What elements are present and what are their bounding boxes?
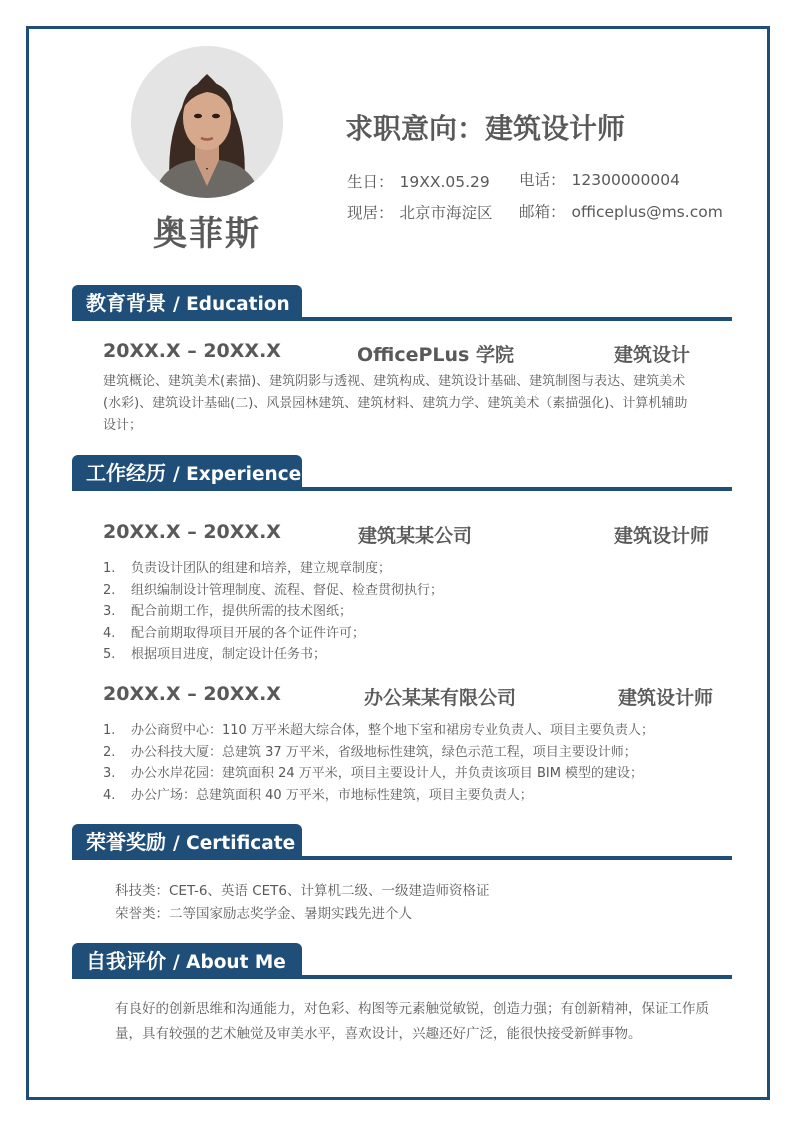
section-header-about [72, 943, 302, 979]
section-divider [300, 487, 732, 491]
birthday-field [347, 170, 490, 192]
certificate-honor: 荣誉类：二等国家励志奖学金、暑期实践先进个人 [115, 906, 412, 922]
job-period: 20XX.X – 20XX.X [103, 521, 281, 543]
section-title-cn: 荣誉奖励 [86, 830, 166, 854]
education-courses: 建筑概论、建筑美术(素描)、建筑阴影与透视、建筑构成、建筑设计基础、建筑制图与表达、建筑美术(水彩)、建筑设计基础(二)、风景园林建筑、建筑材料、建筑力学、建筑美术（素描强化)、计算机辅助设计； [103, 374, 688, 433]
portrait-photo [131, 46, 283, 198]
job-intent-title: 求职意向：建筑设计师 [345, 112, 626, 145]
section-title-cn: 工作经历 [86, 461, 166, 485]
job-title: 建筑设计师 [618, 687, 714, 709]
phone-label: 电话： [519, 171, 566, 189]
list-item: 3. 办公水岸花园：建筑面积 24 万平米，项目主要设计人，并负责该项目 BIM 模型的建设； [103, 766, 644, 781]
job-company: 办公某某有限公司 [364, 687, 517, 709]
residence-value: 北京市海淀区 [399, 204, 493, 222]
residence-field [347, 201, 493, 223]
job-company: 建筑某某公司 [358, 525, 473, 547]
residence-label: 现居： [347, 204, 394, 222]
job-duties-list [103, 558, 443, 666]
list-item: 3. 配合前期工作，提供所需的技术图纸； [103, 604, 353, 619]
email-value[interactable]: officeplus@ms.com [571, 203, 723, 221]
job-period: 20XX.X – 20XX.X [103, 683, 281, 705]
section-divider [300, 975, 732, 979]
birthday-value: 19XX.05.29 [399, 173, 490, 191]
section-divider [300, 856, 732, 860]
section-header-education [72, 285, 302, 321]
list-item: 2. 组织编制设计管理制度、流程、督促、检查贯彻执行； [103, 582, 444, 598]
list-item: 2. 办公科技大厦：总建筑 37 万平米，省级地标性建筑，绿色示范工程，项目主要设计师； [103, 744, 637, 760]
certificate-tech: 科技类：CET-6、英语 CET6、计算机二级、一级建造师资格证 [115, 883, 490, 899]
list-item: 4. 配合前期取得项目开展的各个证件许可； [103, 625, 366, 641]
section-title-cn: 教育背景 [86, 291, 166, 315]
phone-field [519, 168, 680, 190]
list-item: 4. 办公广场：总建筑面积 40 万平米，市地标性建筑，项目主要负责人； [103, 787, 533, 803]
section-title-en: / Education [172, 294, 290, 315]
job-projects-list [103, 720, 654, 806]
job-title: 建筑设计师 [614, 525, 710, 547]
phone-value: 12300000004 [571, 171, 680, 189]
candidate-name: 奥菲斯 [153, 214, 261, 254]
email-field [519, 200, 723, 222]
section-title-en: / Experience [172, 464, 302, 485]
avatar [131, 46, 283, 198]
about-me-text: 有良好的创新思维和沟通能力，对色彩、构图等元素触觉敏锐，创造力强；有创新精神，保证工作质量，具有较强的艺术触觉及审美水平，喜欢设计，兴趣还好广泛，能很快接受新鲜事物。 [115, 1001, 709, 1042]
section-title-en: / Certificate [172, 833, 296, 854]
list-item: 5. 根据项目进度，制定设计任务书； [103, 647, 327, 662]
education-period: 20XX.X – 20XX.X [103, 340, 281, 362]
section-divider [300, 317, 732, 321]
education-major: 建筑设计 [614, 344, 691, 366]
section-header-experience [72, 455, 302, 491]
list-item: 1. 办公商贸中心：110 万平米超大综合体，整个地下室和裙房专业负责人、项目主要负责人； [103, 723, 654, 738]
section-title-en: / About Me [172, 952, 286, 973]
birthday-label: 生日： [347, 173, 394, 191]
list-item: 1. 负责设计团队的组建和培养，建立规章制度； [103, 561, 392, 576]
section-header-certificate [72, 824, 302, 860]
education-school: OfficePLus 学院 [357, 344, 514, 366]
section-title-cn: 自我评价 [86, 949, 166, 973]
email-label: 邮箱： [519, 203, 566, 221]
